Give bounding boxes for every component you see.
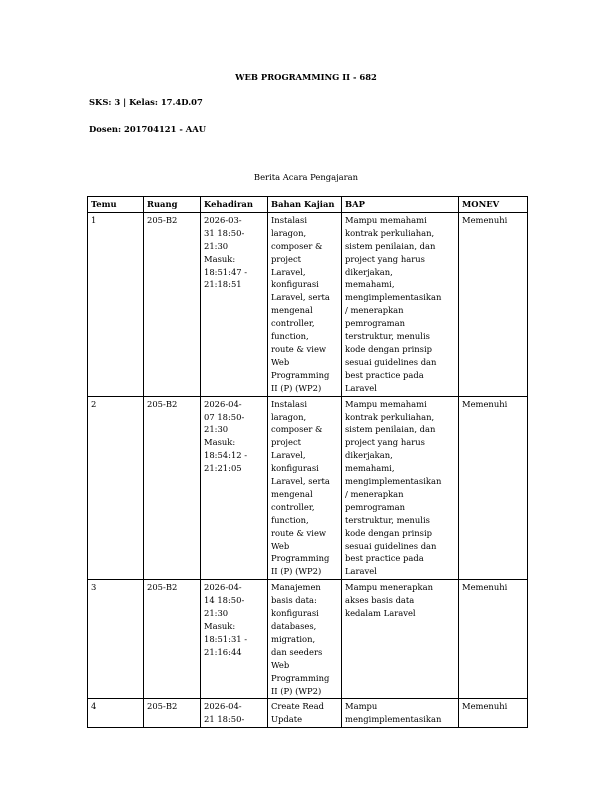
cell-bahan-kajian-line: Web	[271, 659, 290, 670]
cell-bap-line: sistem penilaian, dan	[345, 424, 436, 435]
cell-kehadiran-line: 31 18:50-	[204, 227, 245, 238]
cell-kehadiran-line: 14 18:50-	[204, 595, 245, 606]
cell-bap-line: memahami,	[345, 279, 395, 290]
header-ruang: Ruang	[144, 197, 201, 213]
table-row	[88, 580, 528, 699]
cell-bap	[342, 580, 459, 699]
cell-kehadiran-line: 18:54:12 -	[204, 450, 248, 461]
cell-kehadiran-line: 21:30	[204, 424, 229, 435]
lecturer-info: Dosen: 201704121 - AAU	[89, 124, 207, 134]
cell-ruang: 205-B2	[144, 212, 201, 396]
cell-bap-line: sesuai guidelines dan	[345, 356, 437, 367]
cell-bahan-kajian-line: route & view	[271, 527, 327, 538]
header-kehadiran: Kehadiran	[201, 197, 268, 213]
cell-bahan-kajian	[268, 212, 342, 396]
cell-bahan-kajian-line: project	[271, 253, 302, 264]
cell-bap-line: mengimplementasikan	[345, 714, 442, 725]
cell-bahan-kajian-line: Create Read	[271, 701, 324, 712]
cell-bap-line: / menerapkan	[345, 305, 404, 316]
cell-bap-line: Laravel	[345, 566, 377, 577]
cell-kehadiran-line: Masuk:	[204, 437, 236, 448]
cell-temu: 4	[88, 699, 144, 728]
cell-bahan-kajian-line: Programming	[271, 369, 330, 380]
cell-bap	[342, 212, 459, 396]
cell-kehadiran-line: 2026-04-	[204, 398, 242, 409]
cell-bap-line: mengimplementasikan	[345, 292, 442, 303]
table-row	[88, 212, 528, 396]
cell-bap-line: project yang harus	[345, 437, 425, 448]
cell-bahan-kajian-line: databases,	[271, 621, 317, 631]
cell-bahan-kajian-line: controller,	[271, 501, 315, 512]
cell-bahan-kajian-line: dan seeders	[271, 646, 323, 657]
cell-bap-line: best practice pada	[345, 369, 424, 380]
cell-kehadiran-line: 07 18:50-	[204, 411, 245, 422]
cell-bahan-kajian-line: Laravel, serta	[271, 292, 330, 303]
table-row	[88, 699, 528, 728]
cell-kehadiran-line: 21:30	[204, 240, 229, 251]
teaching-record-table	[87, 196, 528, 728]
cell-bahan-kajian-line: composer &	[271, 240, 323, 251]
cell-bahan-kajian-line: Laravel,	[271, 450, 306, 461]
cell-bap-line: Mampu	[345, 701, 378, 712]
cell-kehadiran-line: Masuk:	[204, 253, 236, 264]
cell-bahan-kajian-line: konfigurasi	[271, 279, 319, 290]
cell-bahan-kajian-line: II (P) (WP2)	[271, 382, 322, 393]
cell-bahan-kajian-line: Manajemen	[271, 582, 321, 593]
header-temu: Temu	[88, 197, 144, 213]
cell-bahan-kajian	[268, 396, 342, 580]
cell-bahan-kajian-line: II (P) (WP2)	[271, 685, 322, 696]
cell-kehadiran-line: 21:21:05	[204, 463, 242, 474]
cell-bap-line: Laravel	[345, 382, 377, 393]
cell-bahan-kajian-line: function,	[271, 331, 309, 342]
cell-kehadiran-line: 18:51:47 -	[204, 266, 248, 277]
cell-bap-line: Mampu memahami	[345, 398, 427, 409]
cell-bahan-kajian-line: konfigurasi	[271, 463, 319, 474]
cell-monev: Memenuhi	[459, 699, 528, 728]
cell-bap-line: dikerjakan,	[345, 450, 393, 461]
cell-bap-line: / menerapkan	[345, 488, 404, 499]
cell-monev: Memenuhi	[459, 396, 528, 580]
cell-bahan-kajian-line: Laravel, serta	[271, 476, 330, 487]
cell-bap-line: kontrak perkuliahan,	[345, 227, 435, 238]
header-monev: MONEV	[459, 197, 528, 213]
cell-kehadiran-line: 2026-03-	[204, 214, 242, 225]
cell-kehadiran-line: Masuk:	[204, 621, 236, 631]
cell-ruang: 205-B2	[144, 699, 201, 728]
cell-bap-line: terstruktur, menulis	[345, 331, 430, 342]
cell-kehadiran-line: 18:51:31 -	[204, 633, 248, 644]
cell-bap-line: pemrograman	[345, 318, 405, 329]
cell-kehadiran-line: 21:16:44	[204, 646, 242, 657]
cell-bap-line: terstruktur, menulis	[345, 514, 430, 525]
table-caption: Berita Acara Pengajaran	[253, 172, 359, 182]
cell-bahan-kajian-line: Web	[271, 540, 290, 551]
cell-bap-line: mengimplementasikan	[345, 476, 442, 487]
cell-bahan-kajian	[268, 580, 342, 699]
cell-bap-line: kedalam Laravel	[345, 608, 416, 619]
cell-bahan-kajian-line: Update	[271, 714, 303, 725]
cell-bahan-kajian-line: Instalasi	[271, 214, 308, 225]
cell-temu: 1	[88, 212, 144, 396]
cell-bahan-kajian-line: laragon,	[271, 227, 307, 238]
cell-bahan-kajian-line: function,	[271, 514, 309, 525]
cell-kehadiran	[201, 396, 268, 580]
cell-bap-line: Mampu menerapkan	[345, 582, 433, 593]
cell-monev: Memenuhi	[459, 580, 528, 699]
cell-kehadiran-line: 2026-04-	[204, 582, 242, 593]
cell-bahan-kajian-line: route & view	[271, 343, 327, 354]
cell-kehadiran-line: 21:30	[204, 608, 229, 619]
cell-bahan-kajian-line: konfigurasi	[271, 608, 319, 619]
cell-bap-line: memahami,	[345, 463, 395, 474]
header-bahan-kajian: Bahan Kajian	[268, 197, 342, 213]
cell-bahan-kajian-line: migration,	[271, 633, 316, 644]
cell-bahan-kajian-line: Web	[271, 356, 290, 367]
cell-bahan-kajian-line: controller,	[271, 318, 315, 329]
cell-bap-line: kode dengan prinsip	[345, 343, 432, 354]
cell-kehadiran-line: 2026-04-	[204, 701, 242, 712]
cell-bahan-kajian	[268, 699, 342, 728]
table-row	[88, 396, 528, 580]
document-title: WEB PROGRAMMING II - 682	[235, 72, 377, 82]
cell-bap-line: kontrak perkuliahan,	[345, 411, 435, 422]
cell-bahan-kajian-line: Programming	[271, 553, 330, 564]
sks-class-info: SKS: 3 | Kelas: 17.4D.07	[89, 97, 203, 107]
cell-temu: 2	[88, 396, 144, 580]
cell-ruang: 205-B2	[144, 580, 201, 699]
cell-bap-line: sistem penilaian, dan	[345, 240, 436, 251]
cell-kehadiran	[201, 580, 268, 699]
cell-bap-line: pemrograman	[345, 501, 405, 512]
cell-bahan-kajian-line: project	[271, 437, 302, 448]
cell-bap-line: Mampu memahami	[345, 214, 427, 225]
cell-bap-line: dikerjakan,	[345, 266, 393, 277]
cell-bahan-kajian-line: composer &	[271, 424, 323, 435]
cell-bahan-kajian-line: laragon,	[271, 411, 307, 422]
cell-temu: 3	[88, 580, 144, 699]
cell-monev: Memenuhi	[459, 212, 528, 396]
cell-bap	[342, 396, 459, 580]
cell-bahan-kajian-line: mengenal	[271, 305, 313, 316]
cell-bap-line: best practice pada	[345, 553, 424, 564]
cell-bap-line: akses basis data	[345, 595, 415, 606]
cell-kehadiran-line: 21 18:50-	[204, 714, 245, 725]
cell-bahan-kajian-line: mengenal	[271, 488, 313, 499]
cell-bahan-kajian-line: Programming	[271, 672, 330, 683]
cell-kehadiran	[201, 212, 268, 396]
cell-bahan-kajian-line: basis data:	[271, 595, 317, 606]
table-header-row	[88, 197, 528, 213]
cell-bap-line: project yang harus	[345, 253, 425, 264]
cell-ruang: 205-B2	[144, 396, 201, 580]
header-bap: BAP	[342, 197, 459, 213]
cell-bahan-kajian-line: Laravel,	[271, 266, 306, 277]
cell-bap-line: sesuai guidelines dan	[345, 540, 437, 551]
cell-kehadiran-line: 21:18:51	[204, 279, 242, 290]
cell-bahan-kajian-line: Instalasi	[271, 398, 308, 409]
cell-bap-line: kode dengan prinsip	[345, 527, 432, 538]
cell-bap	[342, 699, 459, 728]
cell-bahan-kajian-line: II (P) (WP2)	[271, 566, 322, 577]
cell-kehadiran	[201, 699, 268, 728]
